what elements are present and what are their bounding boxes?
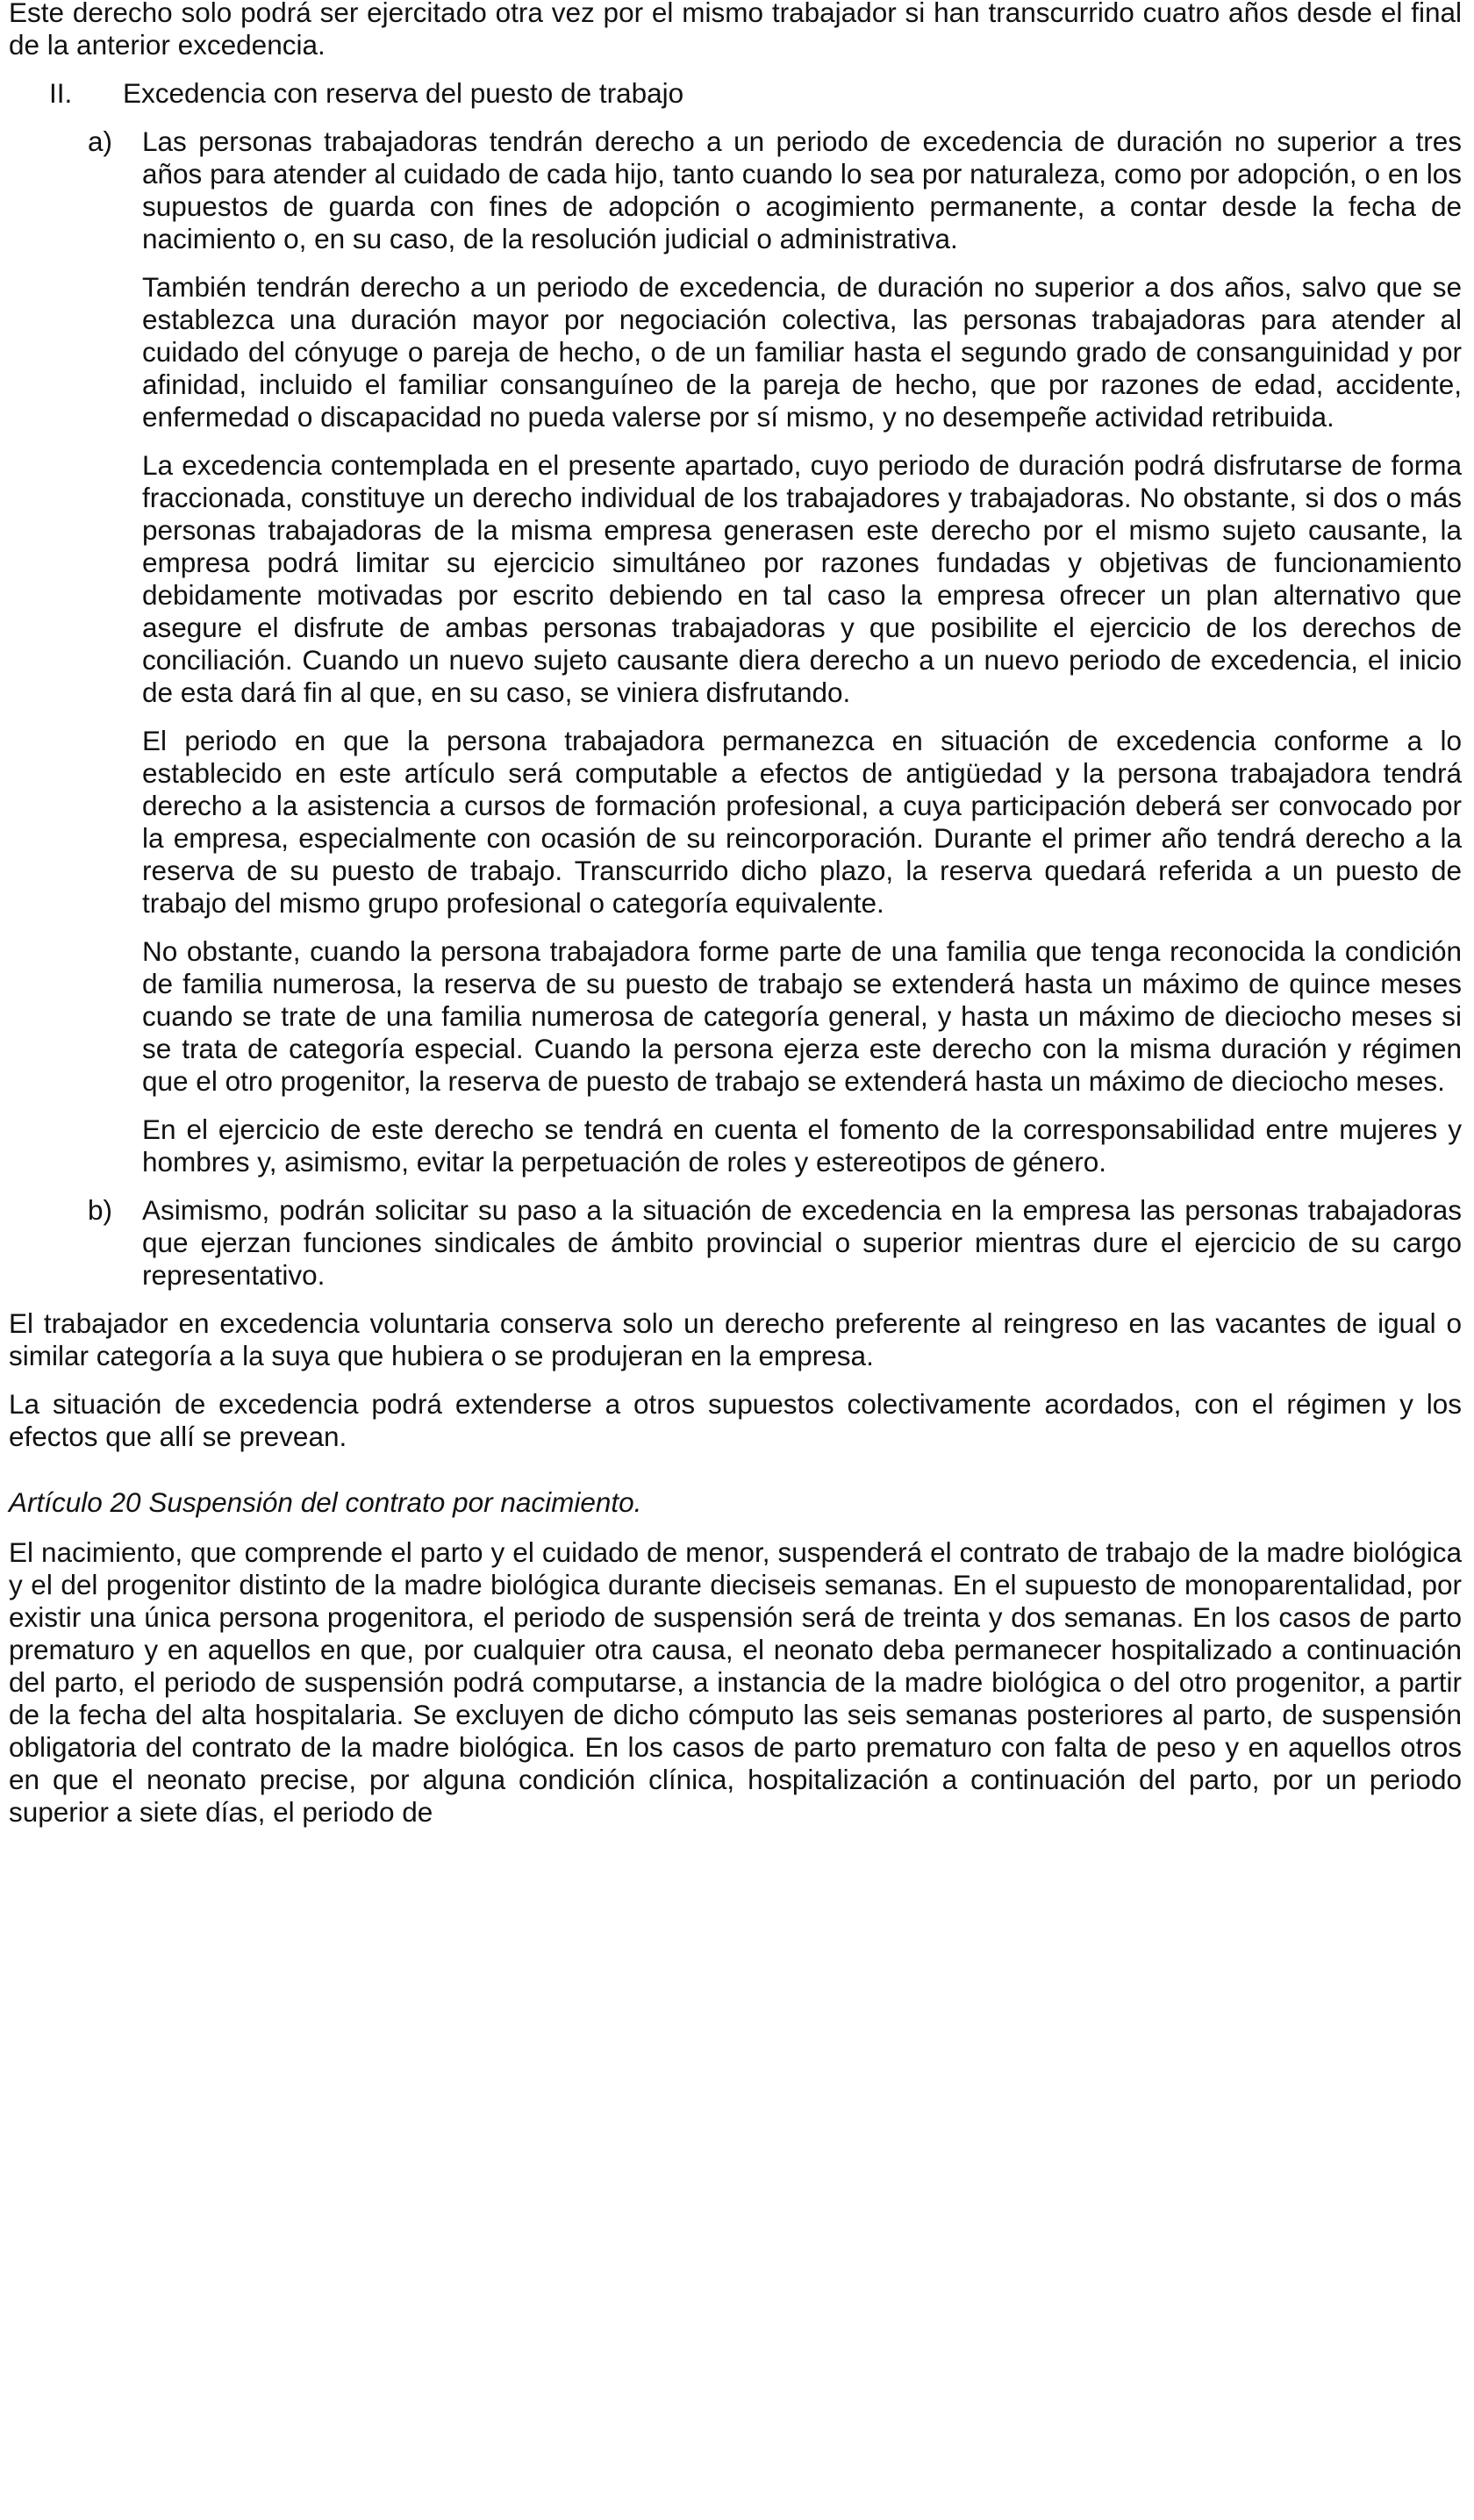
- item-a-paragraph-4: El periodo en que la persona trabajadora permanezca en situación de excedencia conforme a lo establecido en este artículo será computable a efectos de antigüedad y la persona trabajadora tendrá derecho a la asistencia a cursos de formación profesional, a cuya participación deberá ser convocado por la empresa, especialmente con ocasión de su reincorporación. Durante el primer año tendrá derecho a la reserva de su puesto de trabajo. Transcurrido dicho plazo, la reserva quedará referida a un puesto de trabajo del mismo grupo profesional o categoría equivalente.: [142, 725, 1462, 919]
- closing-paragraph-1: El trabajador en excedencia voluntaria conserva solo un derecho preferente al reingreso en las vacantes de igual o similar categoría a la suya que hubiera o se produjeran en la empresa.: [9, 1307, 1462, 1371]
- document-page: [9, 0, 1462, 1844]
- intro-paragraph: Este derecho solo podrá ser ejercitado otra vez por el mismo trabajador si han transcurrido cuatro años desde el final de la anterior excedencia.: [9, 0, 1462, 61]
- section-title: Excedencia con reserva del puesto de trabajo: [123, 77, 684, 109]
- article-title: Artículo 20 Suspensión del contrato por nacimiento.: [9, 1486, 642, 1518]
- article-paragraph: El nacimiento, que comprende el parto y el cuidado de menor, suspenderá el contrato de trabajo de la madre biológica y el del progenitor distinto de la madre biológica durante dieciseis semanas. En el supuesto de monoparentalidad, por existir una única persona progenitora, el periodo de suspensión será de treinta y dos semanas. En los casos de parto prematuro y en aquellos en que, por cualquier otra causa, el neonato deba permanecer hospitalizado a continuación del parto, el periodo de suspensión podrá computarse, a instancia de la madre biológica o del otro progenitor, a partir de la fecha del alta hospitalaria. Se excluyen de dicho cómputo las seis semanas posteriores al parto, de suspensión obligatoria del contrato de la madre biológica. En los casos de parto prematuro con falta de peso y en aquellos otros en que el neonato precise, por alguna condición clínica, hospitalización a continuación del parto, por un periodo superior a siete días, el periodo de: [9, 1536, 1462, 1828]
- item-a-paragraph-2: También tendrán derecho a un periodo de excedencia, de duración no superior a dos años, salvo que se establezca una duración mayor por negociación colectiva, las personas trabajadoras para atender al cuidado del cónyuge o pareja de hecho, o de un familiar hasta el segundo grado de consanguinidad y por afinidad, incluido el familiar consanguíneo de la pareja de hecho, que por razones de edad, accidente, enfermedad o discapacidad no pueda valerse por sí mismo, y no desempeñe actividad retribuida.: [142, 271, 1462, 433]
- closing-paragraph-2: La situación de excedencia podrá extenderse a otros supuestos colectivamente acordados, con el régimen y los efectos que allí se prevean.: [9, 1388, 1462, 1452]
- item-a-paragraph-6: En el ejercicio de este derecho se tendrá en cuenta el fomento de la corresponsabilidad entre mujeres y hombres y, asimismo, evitar la perpetuación de roles y estereotipos de género.: [142, 1113, 1462, 1178]
- list-item-body: [142, 125, 1462, 1178]
- item-a-paragraph-5: No obstante, cuando la persona trabajadora forme parte de una familia que tenga reconocida la condición de familia numerosa, la reserva de su puesto de trabajo se extenderá hasta un máximo de quince meses cuando se trate de una familia numerosa de categoría general, y hasta un máximo de dieciocho meses si se trata de categoría especial. Cuando la persona ejerza este derecho con la misma duración y régimen que el otro progenitor, la reserva de puesto de trabajo se extenderá hasta un máximo de dieciocho meses.: [142, 935, 1462, 1097]
- list-marker: a): [88, 125, 113, 157]
- list-item-body: [142, 1194, 1462, 1292]
- item-a-paragraph-1: Las personas trabajadoras tendrán derecho a un periodo de excedencia de duración no superior a tres años para atender al cuidado de cada hijo, tanto cuando lo sea por naturaleza, como por adopción, o en los supuestos de guarda con fines de adopción o acogimiento permanente, a contar desde la fecha de nacimiento o, en su caso, de la resolución judicial o administrativa.: [142, 125, 1462, 254]
- item-b-paragraph-1: Asimismo, podrán solicitar su paso a la situación de excedencia en la empresa las personas trabajadoras que ejerzan funciones sindicales de ámbito provincial o superior mientras dure el ejercicio de su cargo representativo.: [142, 1194, 1462, 1291]
- list-item-a: [9, 125, 1462, 1178]
- section-ii-heading: [9, 77, 1462, 110]
- list-marker: b): [88, 1194, 113, 1226]
- item-a-paragraph-3: La excedencia contemplada en el presente apartado, cuyo periodo de duración podrá disfrutarse de forma fraccionada, constituye un derecho individual de los trabajadores y trabajadoras. No obstante, si dos o más personas trabajadoras de la misma empresa generasen este derecho por el mismo sujeto causante, la empresa podrá limitar su ejercicio simultáneo por razones fundadas y objetivas de funcionamiento debidamente motivadas por escrito debiendo en tal caso la empresa ofrecer un plan alternativo que asegure el disfrute de ambas personas trabajadoras y que posibilite el ejercicio de los derechos de conciliación. Cuando un nuevo sujeto causante diera derecho a un nuevo periodo de excedencia, el inicio de esta dará fin al que, en su caso, se viniera disfrutando.: [142, 449, 1462, 708]
- list-item-b: [9, 1194, 1462, 1292]
- section-number: II.: [49, 77, 73, 109]
